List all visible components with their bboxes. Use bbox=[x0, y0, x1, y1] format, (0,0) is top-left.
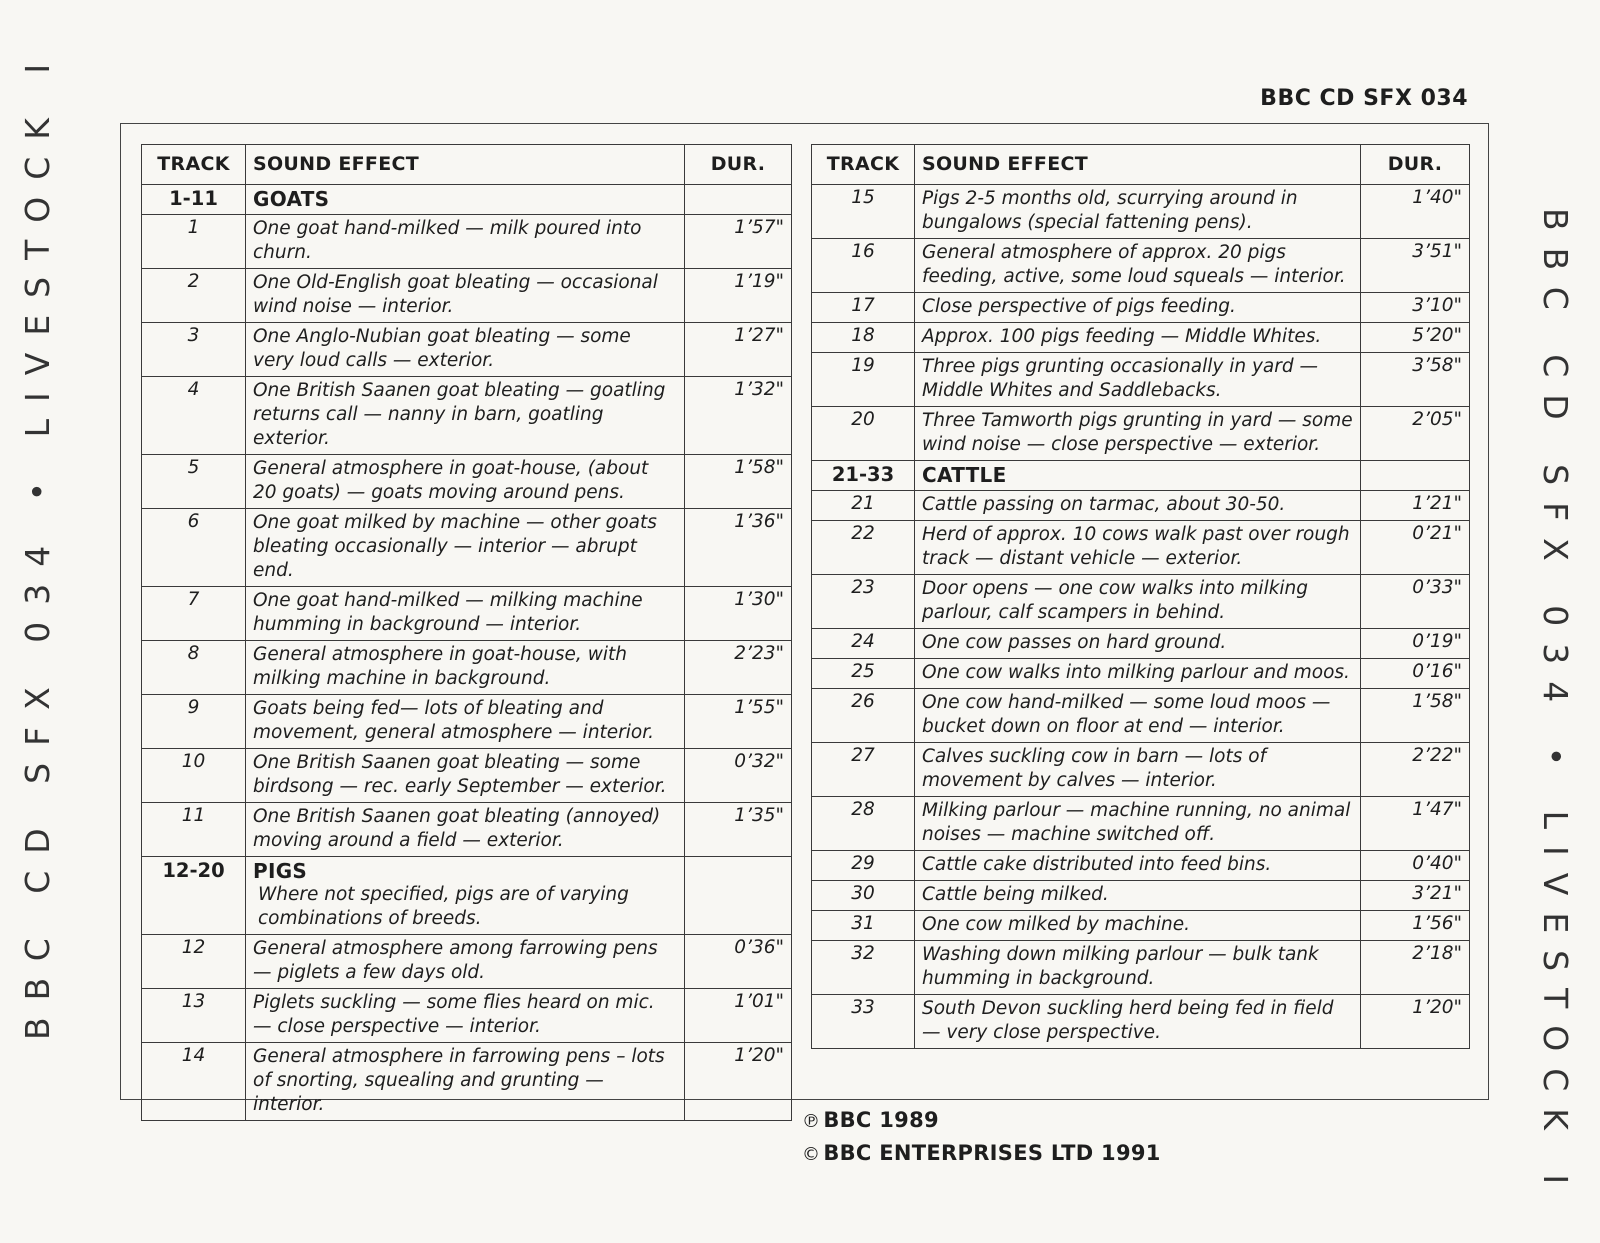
track-row bbox=[142, 587, 792, 641]
track-row bbox=[812, 689, 1470, 743]
track-duration: 0’40" bbox=[1361, 851, 1470, 881]
track-number: 24 bbox=[812, 629, 915, 659]
track-description: One British Saanen goat bleating (annoyed) moving around a field — exterior. bbox=[246, 803, 685, 857]
section-track-range: 12-20 bbox=[142, 857, 246, 935]
section-cell bbox=[915, 461, 1361, 491]
track-row bbox=[812, 575, 1470, 629]
header-sound-effect: SOUND EFFECT bbox=[246, 145, 685, 185]
catalog-number: BBC CD SFX 034 bbox=[1260, 86, 1468, 111]
track-description: Piglets suckling — some flies heard on mic. — close perspective — interior. bbox=[246, 989, 685, 1043]
track-number: 4 bbox=[142, 377, 246, 455]
track-row bbox=[142, 323, 792, 377]
track-row bbox=[142, 935, 792, 989]
track-description: General atmosphere among farrowing pens — piglets a few days old. bbox=[246, 935, 685, 989]
section-header-row bbox=[142, 857, 792, 935]
track-description: South Devon suckling herd being fed in field — very close perspective. bbox=[915, 995, 1361, 1049]
track-description: One Old-English goat bleating — occasional wind noise — interior. bbox=[246, 269, 685, 323]
track-row bbox=[812, 407, 1470, 461]
track-number: 17 bbox=[812, 293, 915, 323]
track-row bbox=[812, 881, 1470, 911]
track-description: Cattle passing on tarmac, about 30-50. bbox=[915, 491, 1361, 521]
track-number: 25 bbox=[812, 659, 915, 689]
track-row bbox=[142, 1043, 792, 1121]
track-number: 8 bbox=[142, 641, 246, 695]
track-row bbox=[812, 239, 1470, 293]
track-duration: 0’21" bbox=[1361, 521, 1470, 575]
track-number: 14 bbox=[142, 1043, 246, 1121]
track-number: 1 bbox=[142, 215, 246, 269]
spine-text-right: BBC CD SFX 034 • LIVESTOCK I bbox=[1536, 208, 1575, 1202]
track-description: Goats being fed— lots of bleating and movement, general atmosphere — interior. bbox=[246, 695, 685, 749]
copyright-symbol: © bbox=[802, 1144, 821, 1165]
track-duration: 1’01" bbox=[685, 989, 792, 1043]
track-description: Approx. 100 pigs feeding — Middle Whites. bbox=[915, 323, 1361, 353]
track-description: One goat hand-milked — milk poured into churn. bbox=[246, 215, 685, 269]
track-description: Door opens — one cow walks into milking parlour, calf scampers in behind. bbox=[915, 575, 1361, 629]
track-row bbox=[142, 803, 792, 857]
track-duration: 3’10" bbox=[1361, 293, 1470, 323]
section-note: Where not specified, pigs are of varying combinations of breeds. bbox=[258, 884, 629, 929]
section-duration-cell bbox=[1361, 461, 1470, 491]
track-duration: 2’05" bbox=[1361, 407, 1470, 461]
track-number: 12 bbox=[142, 935, 246, 989]
track-duration: 0’32" bbox=[685, 749, 792, 803]
track-duration: 1’19" bbox=[685, 269, 792, 323]
track-description: One cow passes on hard ground. bbox=[915, 629, 1361, 659]
track-row bbox=[812, 521, 1470, 575]
track-description: Milking parlour — machine running, no animal noises — machine switched off. bbox=[915, 797, 1361, 851]
track-description: General atmosphere in farrowing pens – lots of snorting, squealing and grunting — interior. bbox=[246, 1043, 685, 1121]
track-row bbox=[142, 269, 792, 323]
track-row bbox=[142, 695, 792, 749]
track-number: 33 bbox=[812, 995, 915, 1049]
track-number: 7 bbox=[142, 587, 246, 641]
section-title: CATTLE bbox=[922, 463, 1007, 487]
track-duration: 1’21" bbox=[1361, 491, 1470, 521]
track-row bbox=[812, 911, 1470, 941]
copyright-text: BBC ENTERPRISES LTD 1991 bbox=[823, 1141, 1161, 1165]
track-number: 15 bbox=[812, 185, 915, 239]
track-duration: 0’33" bbox=[1361, 575, 1470, 629]
track-number: 32 bbox=[812, 941, 915, 995]
track-row bbox=[812, 797, 1470, 851]
track-duration: 1’47" bbox=[1361, 797, 1470, 851]
track-number: 9 bbox=[142, 695, 246, 749]
track-row bbox=[812, 659, 1470, 689]
track-row bbox=[142, 749, 792, 803]
track-duration: 1’35" bbox=[685, 803, 792, 857]
track-number: 23 bbox=[812, 575, 915, 629]
track-description: Cattle being milked. bbox=[915, 881, 1361, 911]
track-number: 10 bbox=[142, 749, 246, 803]
track-duration: 1’58" bbox=[685, 455, 792, 509]
track-duration: 1’32" bbox=[685, 377, 792, 455]
section-title: GOATS bbox=[253, 187, 330, 211]
header-sound-effect: SOUND EFFECT bbox=[915, 145, 1361, 185]
section-header-row bbox=[142, 185, 792, 215]
track-number: 28 bbox=[812, 797, 915, 851]
track-description: One Anglo-Nubian goat bleating — some very loud calls — exterior. bbox=[246, 323, 685, 377]
track-number: 2 bbox=[142, 269, 246, 323]
section-title: PIGS bbox=[253, 859, 308, 883]
track-number: 30 bbox=[812, 881, 915, 911]
track-number: 3 bbox=[142, 323, 246, 377]
track-duration: 1’36" bbox=[685, 509, 792, 587]
track-duration: 1’58" bbox=[1361, 689, 1470, 743]
track-description: Three Tamworth pigs grunting in yard — some wind noise — close perspective — exterior. bbox=[915, 407, 1361, 461]
track-duration: 3’58" bbox=[1361, 353, 1470, 407]
track-description: General atmosphere in goat-house, with milking machine in background. bbox=[246, 641, 685, 695]
track-duration: 2’22" bbox=[1361, 743, 1470, 797]
section-cell bbox=[246, 857, 685, 935]
track-duration: 3’51" bbox=[1361, 239, 1470, 293]
track-number: 13 bbox=[142, 989, 246, 1043]
track-number: 27 bbox=[812, 743, 915, 797]
track-description: One goat hand-milked — milking machine humming in background — interior. bbox=[246, 587, 685, 641]
track-number: 22 bbox=[812, 521, 915, 575]
track-row bbox=[812, 323, 1470, 353]
track-duration: 0’19" bbox=[1361, 629, 1470, 659]
track-number: 26 bbox=[812, 689, 915, 743]
track-description: One British Saanen goat bleating — some birdsong — rec. early September — exterior. bbox=[246, 749, 685, 803]
header-track: TRACK bbox=[142, 145, 246, 185]
header-track: TRACK bbox=[812, 145, 915, 185]
track-description: Calves suckling cow in barn — lots of movement by calves — interior. bbox=[915, 743, 1361, 797]
phonogram-line bbox=[802, 1108, 939, 1132]
track-description: One cow walks into milking parlour and moos. bbox=[915, 659, 1361, 689]
track-row bbox=[812, 743, 1470, 797]
header-duration: DUR. bbox=[1361, 145, 1470, 185]
copyright-line bbox=[802, 1141, 1161, 1165]
track-row bbox=[142, 215, 792, 269]
track-duration: 1’30" bbox=[685, 587, 792, 641]
track-description: Close perspective of pigs feeding. bbox=[915, 293, 1361, 323]
track-description: One cow milked by machine. bbox=[915, 911, 1361, 941]
track-number: 20 bbox=[812, 407, 915, 461]
track-row bbox=[142, 455, 792, 509]
section-duration-cell bbox=[685, 185, 792, 215]
track-description: One goat milked by machine — other goats bleating occasionally — interior — abrupt end. bbox=[246, 509, 685, 587]
track-number: 18 bbox=[812, 323, 915, 353]
track-row bbox=[142, 377, 792, 455]
table-header-row bbox=[812, 145, 1470, 185]
track-description: One British Saanen goat bleating — goatling returns call — nanny in barn, goatling exterior. bbox=[246, 377, 685, 455]
track-description: General atmosphere of approx. 20 pigs feeding, active, some loud squeals — interior. bbox=[915, 239, 1361, 293]
track-number: 31 bbox=[812, 911, 915, 941]
track-description: Pigs 2-5 months old, scurrying around in bungalows (special fattening pens). bbox=[915, 185, 1361, 239]
track-row bbox=[812, 995, 1470, 1049]
track-row bbox=[142, 509, 792, 587]
track-description: Three pigs grunting occasionally in yard — Middle Whites and Saddlebacks. bbox=[915, 353, 1361, 407]
track-row bbox=[812, 353, 1470, 407]
track-duration: 1’20" bbox=[685, 1043, 792, 1121]
track-number: 16 bbox=[812, 239, 915, 293]
track-duration: 2’18" bbox=[1361, 941, 1470, 995]
track-duration: 0’16" bbox=[1361, 659, 1470, 689]
track-description: Cattle cake distributed into feed bins. bbox=[915, 851, 1361, 881]
header-duration: DUR. bbox=[685, 145, 792, 185]
track-row bbox=[812, 185, 1470, 239]
track-description: One cow hand-milked — some loud moos — bucket down on floor at end — interior. bbox=[915, 689, 1361, 743]
section-header-row bbox=[812, 461, 1470, 491]
section-duration-cell bbox=[685, 857, 792, 935]
section-cell bbox=[246, 185, 685, 215]
track-row bbox=[142, 989, 792, 1043]
section-track-range: 21-33 bbox=[812, 461, 915, 491]
track-duration: 0’36" bbox=[685, 935, 792, 989]
track-table-left bbox=[141, 144, 792, 1121]
section-track-range: 1-11 bbox=[142, 185, 246, 215]
track-row bbox=[812, 491, 1470, 521]
track-duration: 5’20" bbox=[1361, 323, 1470, 353]
track-duration: 3’21" bbox=[1361, 881, 1470, 911]
track-number: 19 bbox=[812, 353, 915, 407]
track-row bbox=[812, 293, 1470, 323]
phonogram-symbol: ℗ bbox=[802, 1111, 821, 1132]
track-duration: 1’56" bbox=[1361, 911, 1470, 941]
track-row bbox=[812, 851, 1470, 881]
track-duration: 1’20" bbox=[1361, 995, 1470, 1049]
track-number: 5 bbox=[142, 455, 246, 509]
track-description: Washing down milking parlour — bulk tank humming in background. bbox=[915, 941, 1361, 995]
track-table-right bbox=[811, 144, 1470, 1049]
table-header-row bbox=[142, 145, 792, 185]
track-description: Herd of approx. 10 cows walk past over rough track — distant vehicle — exterior. bbox=[915, 521, 1361, 575]
track-duration: 1’55" bbox=[685, 695, 792, 749]
spine-text-left: BBC CD SFX 034 • LIVESTOCK I bbox=[18, 46, 57, 1040]
track-duration: 1’40" bbox=[1361, 185, 1470, 239]
track-number: 6 bbox=[142, 509, 246, 587]
phonogram-text: BBC 1989 bbox=[823, 1108, 939, 1132]
track-row bbox=[812, 941, 1470, 995]
track-row bbox=[812, 629, 1470, 659]
track-number: 29 bbox=[812, 851, 915, 881]
track-row bbox=[142, 641, 792, 695]
track-duration: 2’23" bbox=[685, 641, 792, 695]
track-number: 21 bbox=[812, 491, 915, 521]
track-description: General atmosphere in goat-house, (about 20 goats) — goats moving around pens. bbox=[246, 455, 685, 509]
track-duration: 1’57" bbox=[685, 215, 792, 269]
track-number: 11 bbox=[142, 803, 246, 857]
track-duration: 1’27" bbox=[685, 323, 792, 377]
